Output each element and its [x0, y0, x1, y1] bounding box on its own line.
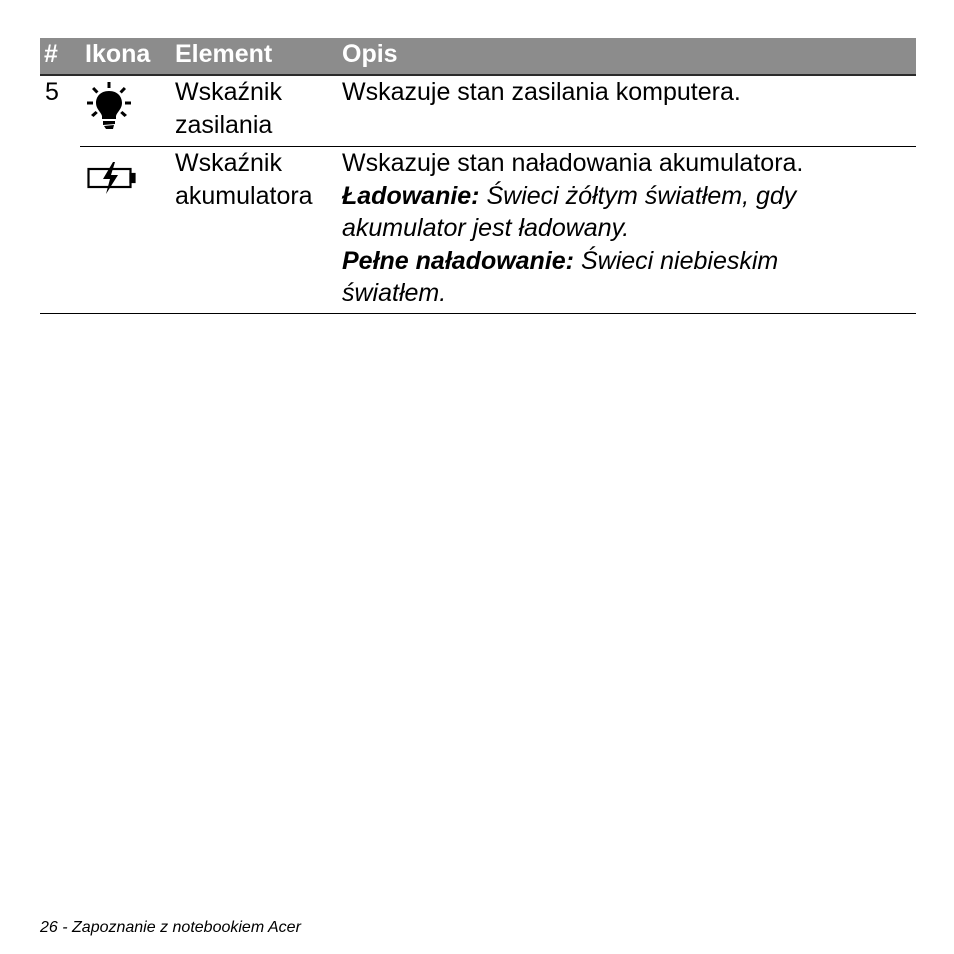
charging-line [342, 180, 916, 213]
element-name-text: Wskaźnik akumulatora [175, 149, 313, 210]
element-description [342, 147, 916, 310]
full-charge-text: Świeci niebieskim [574, 246, 779, 275]
element-name [175, 147, 340, 212]
full-charge-label: Pełne naładowanie: [342, 246, 575, 275]
header-icon: Ikona [85, 40, 151, 68]
element-name [175, 76, 340, 141]
light-bulb-icon [87, 82, 131, 137]
header-num: # [44, 40, 58, 68]
table-row [40, 147, 916, 314]
charging-text: Świeci żółtym światłem, gdy [479, 181, 797, 210]
full-charge-line [342, 245, 916, 278]
row-number: 5 [45, 78, 59, 106]
header-description: Opis [342, 40, 398, 68]
table-header [40, 38, 916, 76]
charging-text-continued: akumulator jest ładowany. [342, 214, 630, 242]
element-name-text: Wskaźnik zasilania [175, 78, 282, 139]
element-description: Wskazuje stan zasilania komputera. [342, 78, 741, 106]
header-element: Element [175, 40, 273, 68]
charging-label: Ładowanie: [342, 181, 480, 210]
page-footer: 26 - Zapoznanie z notebookiem Acer [40, 919, 301, 936]
battery-charging-icon [87, 160, 137, 201]
full-charge-text-continued: światłem. [342, 279, 447, 307]
description-main: Wskazuje stan naładowania akumulatora. [342, 149, 804, 177]
indicator-table [40, 38, 916, 314]
table-row [40, 76, 916, 147]
